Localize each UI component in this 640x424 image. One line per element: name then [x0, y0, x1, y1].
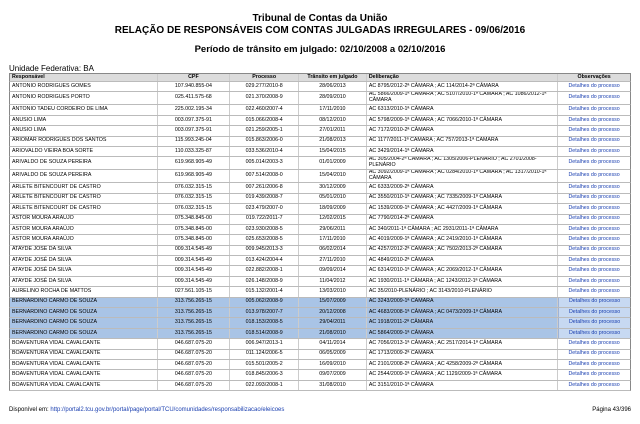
cell-processo: 011.124/2006-5: [230, 350, 299, 359]
cell-responsavel: BERNARDINO CARMO DE SOUZA: [10, 318, 158, 327]
details-link[interactable]: Detalhes do processo: [568, 225, 620, 232]
table-row: [9, 116, 631, 126]
details-link[interactable]: Detalhes do processo: [568, 381, 620, 388]
cell-cpf: 619.968.905-49: [158, 170, 231, 182]
details-link[interactable]: Detalhes do processo: [568, 172, 620, 179]
cell-processo: 023.930/2008-5: [230, 225, 299, 234]
cell-deliberacao: AC 5866/2009-1ª CÂMARA ; AC 5107/2010-1ª CÂMARA ; AC 1086/2012-1ª CÂMARA: [367, 92, 558, 104]
cell-responsavel: ANTONIO TADEU CORDEIRO DE LIMA: [10, 105, 158, 114]
cell-processo: 013.978/2007-7: [230, 308, 299, 317]
table-row: [9, 277, 631, 287]
cell-transito: 01/01/2009: [299, 157, 367, 169]
cell-deliberacao: AC 7056/2013-1ª CÂMARA ; AC 2517/2014-1ª CÂMARA: [367, 339, 558, 348]
cell-transito: 20/12/2008: [299, 308, 367, 317]
cell-cpf: 025.411.575-68: [158, 92, 231, 104]
table-row: [9, 350, 631, 360]
cell-cpf: 076.032.315-15: [158, 204, 231, 213]
cell-deliberacao: AC 1713/2009-2ª CÂMARA: [367, 350, 558, 359]
cell-cpf: 009.314.545-49: [158, 277, 231, 286]
table-row: [9, 194, 631, 204]
cell-deliberacao: AC 4683/2008-1ª CÂMARA ; AC 0473/2009-1ª CÂMARA: [367, 308, 558, 317]
column-header-responsavel: Responsável: [10, 74, 158, 81]
details-link[interactable]: Detalhes do processo: [568, 184, 620, 191]
details-link[interactable]: Detalhes do processo: [558, 298, 630, 307]
cell-deliberacao: AC 5864/2009-1ª CÂMARA: [367, 329, 558, 338]
column-header-observacoes: Observações: [577, 74, 611, 80]
cell-transito: 28/09/2010: [299, 92, 367, 104]
cell-transito: 31/08/2010: [299, 381, 367, 390]
cell-cpf: 003.097.375-91: [158, 126, 231, 135]
cell-cpf: 115.993.245-04: [158, 137, 231, 146]
cell-processo: 026.148/2008-9: [230, 277, 299, 286]
cell-transito: 27/01/2011: [299, 126, 367, 135]
cell-cpf: 075.348.845-00: [158, 225, 231, 234]
cell-responsavel: ANTONIO RODRIGUES PORTO: [10, 92, 158, 104]
table-row: [9, 126, 631, 136]
cell-processo: 018.845/2006-3: [230, 370, 299, 379]
cell-deliberacao: AC 5798/2009-1ª CÂMARA ; AC 7066/2010-1ª CÂMARA: [367, 116, 558, 125]
cell-cpf: 046.687.075-20: [158, 339, 231, 348]
details-link[interactable]: Detalhes do processo: [568, 94, 620, 101]
cell-cpf: 313.756.265-15: [158, 318, 231, 327]
cell-responsavel: ARIOVALDO VIEIRA BOA SORTE: [10, 147, 158, 156]
details-link[interactable]: Detalhes do processo: [568, 287, 620, 294]
cell-responsavel: ANUSIO LIMA: [10, 126, 158, 135]
details-link[interactable]: Detalhes do processo: [568, 215, 620, 222]
cell-deliberacao: AC 7172/2010-2ª CÂMARA: [367, 126, 558, 135]
cell-transito: 28/06/2013: [299, 82, 367, 91]
cell-deliberacao: AC 4019/2009-1ª CÂMARA ; AC 2419/2010-1ª CÂMARA: [367, 235, 558, 244]
cell-processo: 015.501/2005-2: [230, 360, 299, 369]
cell-responsavel: BOAVENTURA VIDAL CAVALCANTE: [10, 350, 158, 359]
cell-cpf: 075.348.845-00: [158, 235, 231, 244]
page-number: Página 43/396: [592, 407, 631, 413]
footer-prefix: Disponível em:: [9, 407, 49, 413]
cell-processo: 022.093/2008-1: [230, 381, 299, 390]
table-row: [9, 183, 631, 193]
cell-processo: 019.722/2011-7: [230, 215, 299, 224]
cell-processo: 018.153/2008-5: [230, 318, 299, 327]
cell-transito: 29/04/2011: [299, 318, 367, 327]
cell-cpf: 009.314.545-49: [158, 256, 231, 265]
cell-responsavel: ATAYDE JOSÉ DA SILVA: [10, 277, 158, 286]
details-link[interactable]: Detalhes do processo: [568, 194, 620, 201]
details-link[interactable]: Detalhes do processo: [558, 329, 630, 338]
cell-transito: 17/11/2010: [299, 235, 367, 244]
table-row: [9, 137, 631, 147]
table-row: [9, 204, 631, 214]
cell-cpf: 619.968.905-49: [158, 157, 231, 169]
details-link[interactable]: Detalhes do processo: [568, 147, 620, 154]
column-header-transito: Trânsito em julgado: [299, 74, 367, 81]
table-row: [9, 235, 631, 245]
cell-cpf: 107.940.855-04: [158, 82, 231, 91]
table-row: [9, 360, 631, 370]
cell-cpf: 003.097.375-91: [158, 116, 231, 125]
cell-processo: 007.261/2006-8: [230, 183, 299, 192]
table-header-row: [9, 73, 631, 82]
cell-deliberacao: AC 340/2011-1ª CÂMARA ; AC 2931/2011-1ª CÂMARA: [367, 225, 558, 234]
cell-cpf: 313.756.265-15: [158, 298, 231, 307]
cell-processo: 033.536/2010-4: [230, 147, 299, 156]
cell-cpf: 046.687.075-20: [158, 370, 231, 379]
cell-processo: 015.863/2006-0: [230, 137, 299, 146]
details-link[interactable]: Detalhes do processo: [568, 106, 620, 113]
table-row: [9, 82, 631, 92]
cell-transito: 15/04/2010: [299, 170, 367, 182]
table-row: [9, 105, 631, 115]
cell-cpf: 110.033.325-87: [158, 147, 231, 156]
cell-transito: 17/11/2010: [299, 105, 367, 114]
cell-processo: 021.370/2008-9: [230, 92, 299, 104]
cell-transito: 06/02/2014: [299, 246, 367, 255]
cell-responsavel: BERNARDINO CARMO DE SOUZA: [10, 308, 158, 317]
cell-deliberacao: AC 2101/2008-2ª CÂMARA ; AC 4258/2009-2ª CÂMARA: [367, 360, 558, 369]
table-row: [9, 256, 631, 266]
cell-responsavel: BOAVENTURA VIDAL CAVALCANTE: [10, 360, 158, 369]
cell-responsavel: AURELINO ROCHA DE MATTOS: [10, 287, 158, 296]
cell-deliberacao: AC 3092/2009-1ª CÂMARA ; AC 0284/2010-1ª CÂMARA ; AC 1317/2010-1ª CÂMARA: [367, 170, 558, 182]
cell-transito: 29/06/2011: [299, 225, 367, 234]
cell-deliberacao: AC 1177/2011-1ª CÂMARA ; AC 757/2013-1ª CÂMARA: [367, 137, 558, 146]
table-row: [9, 266, 631, 276]
cell-responsavel: BERNARDINO CARMO DE SOUZA: [10, 298, 158, 307]
details-link[interactable]: Detalhes do processo: [568, 137, 620, 144]
table-row: [9, 298, 631, 308]
cell-transito: 09/07/2009: [299, 370, 367, 379]
responsaveis-table: [9, 73, 631, 391]
cell-deliberacao: AC 4849/2010-2ª CÂMARA: [367, 256, 558, 265]
cell-deliberacao: AC 2544/2009-1ª CÂMARA ; AC 1129/2009-1ª CÂMARA: [367, 370, 558, 379]
column-header-deliberacao: Deliberação: [367, 74, 558, 81]
cell-processo: 015.066/2008-4: [230, 116, 299, 125]
cell-deliberacao: AC 8795/2012-2ª CÂMARA ; AC 114/2014-2ª CÂMARA: [367, 82, 558, 91]
details-link[interactable]: Detalhes do processo: [568, 246, 620, 253]
table-row: [9, 381, 631, 391]
cell-processo: 023.479/2007-0: [230, 204, 299, 213]
cell-deliberacao: AC 1918/2011-2ª CÂMARA: [367, 318, 558, 327]
cell-transito: 15/04/2015: [299, 147, 367, 156]
column-header-processo: Processo: [230, 74, 299, 81]
details-link[interactable]: Detalhes do processo: [568, 360, 620, 367]
cell-responsavel: ATAYDE JOSÉ DA SILVA: [10, 266, 158, 275]
cell-deliberacao: AC 35/2010-PLENÁRIO ; AC 3143/2010-PLENÁRIO: [367, 287, 558, 296]
cell-responsavel: ARIVALDO DE SOUZA PEREIRA: [10, 157, 158, 169]
cell-processo: 007.514/2008-0: [230, 170, 299, 182]
details-link[interactable]: Detalhes do processo: [568, 350, 620, 357]
cell-deliberacao: AC 3243/2009-1ª CÂMARA: [367, 298, 558, 307]
cell-responsavel: BOAVENTURA VIDAL CAVALCANTE: [10, 370, 158, 379]
cell-cpf: 046.687.075-20: [158, 350, 231, 359]
cell-responsavel: BOAVENTURA VIDAL CAVALCANTE: [10, 381, 158, 390]
cell-processo: 015.132/2001-4: [230, 287, 299, 296]
details-link[interactable]: Detalhes do processo: [568, 204, 620, 211]
details-link[interactable]: Detalhes do processo: [568, 236, 620, 243]
cell-processo: 025.653/2008-5: [230, 235, 299, 244]
cell-deliberacao: AC 4257/2012-2ª CÂMARA ; AC 7502/2013-2ª CÂMARA: [367, 246, 558, 255]
column-header-cpf: CPF: [158, 74, 231, 81]
cell-deliberacao: AC 3429/2014-1ª CÂMARA: [367, 147, 558, 156]
cell-deliberacao: AC 1930/2011-1ª CÂMARA ; AC 1243/2012-1ª CÂMARA: [367, 277, 558, 286]
cell-cpf: 076.032.315-15: [158, 183, 231, 192]
cell-transito: 09/09/2014: [299, 266, 367, 275]
cell-processo: 019.439/2008-7: [230, 194, 299, 203]
cell-responsavel: ARIOMAR RODRIGUES DOS SANTOS: [10, 137, 158, 146]
table-row: [9, 170, 631, 183]
cell-transito: 11/04/2012: [299, 277, 367, 286]
cell-processo: 029.277/2010-8: [230, 82, 299, 91]
cell-processo: 009.945/2013-3: [230, 246, 299, 255]
cell-responsavel: ANUSIO LIMA: [10, 116, 158, 125]
cell-deliberacao: AC 6313/2010-1ª CÂMARA: [367, 105, 558, 114]
footer-source: [9, 407, 284, 413]
cell-responsavel: ASTOR MOURA ARAÚJO: [10, 225, 158, 234]
cell-responsavel: ARLETE BITENCOURT DE CASTRO: [10, 204, 158, 213]
details-link[interactable]: Detalhes do processo: [568, 371, 620, 378]
cell-transito: 15/07/2009: [299, 298, 367, 307]
cell-transito: 04/11/2014: [299, 339, 367, 348]
cell-transito: 30/12/2009: [299, 183, 367, 192]
cell-cpf: 076.032.315-15: [158, 194, 231, 203]
cell-cpf: 046.687.075-20: [158, 360, 231, 369]
cell-deliberacao: AC 6314/2010-1ª CÂMARA ; AC 2069/2012-1ª CÂMARA: [367, 266, 558, 275]
table-row: [9, 246, 631, 256]
cell-transito: 18/09/2009: [299, 204, 367, 213]
cell-processo: 021.259/2005-1: [230, 126, 299, 135]
cell-transito: 12/02/2015: [299, 215, 367, 224]
details-link[interactable]: Detalhes do processo: [568, 126, 620, 133]
cell-processo: 005.062/2008-9: [230, 298, 299, 307]
cell-responsavel: ARLETE BITENCOURT DE CASTRO: [10, 194, 158, 203]
cell-transito: 08/12/2010: [299, 116, 367, 125]
cell-responsavel: BERNARDINO CARMO DE SOUZA: [10, 329, 158, 338]
report-period: Período de trânsito em julgado: 02/10/2008 a 02/10/2016: [194, 44, 446, 55]
cell-responsavel: ANTONIO RODRIGUES GOMES: [10, 82, 158, 91]
table-row: [9, 92, 631, 105]
cell-processo: 022.460/2007-4: [230, 105, 299, 114]
cell-processo: 013.424/2004-4: [230, 256, 299, 265]
table-body: [9, 82, 631, 391]
table-row: [9, 308, 631, 318]
table-row: [9, 318, 631, 328]
cell-transito: 13/03/2010: [299, 287, 367, 296]
details-link[interactable]: Detalhes do processo: [568, 116, 620, 123]
cell-deliberacao: AC 3151/2010-1ª CÂMARA: [367, 381, 558, 390]
table-row: [9, 287, 631, 297]
cell-transito: 16/09/2010: [299, 360, 367, 369]
cell-transito: 27/11/2010: [299, 256, 367, 265]
cell-processo: 005.014/2003-3: [230, 157, 299, 169]
details-link[interactable]: Detalhes do processo: [568, 277, 620, 284]
cell-cpf: 313.756.265-15: [158, 308, 231, 317]
cell-cpf: 046.687.075-20: [158, 381, 231, 390]
details-link[interactable]: Detalhes do processo: [568, 159, 620, 166]
cell-processo: 018.514/2008-9: [230, 329, 299, 338]
cell-transito: 06/05/2009: [299, 350, 367, 359]
cell-responsavel: ASTOR MOURA ARAÚJO: [10, 235, 158, 244]
details-link[interactable]: Detalhes do processo: [568, 256, 620, 263]
table-row: [9, 215, 631, 225]
cell-transito: 21/08/2013: [299, 137, 367, 146]
table-row: [9, 147, 631, 157]
federative-unit-label: Unidade Federativa: BA: [9, 64, 94, 73]
details-link[interactable]: Detalhes do processo: [568, 267, 620, 274]
table-row: [9, 329, 631, 339]
cell-responsavel: ATAYDE JOSÉ DA SILVA: [10, 256, 158, 265]
cell-deliberacao: AC 7790/2014-2ª CÂMARA: [367, 215, 558, 224]
cell-responsavel: ARLETE BITENCOURT DE CASTRO: [10, 183, 158, 192]
cell-cpf: 027.561.105-15: [158, 287, 231, 296]
cell-deliberacao: AC 305/2004-2ª CÂMARA ; AC 1305/2006-PLENÁRIO ; AC 2701/2008-PLENÁRIO: [367, 157, 558, 169]
table-row: [9, 225, 631, 235]
footer-url-link[interactable]: http://portal2.tcu.gov.br/portal/page/portal/TCU/comunidades/responsabilizacao/eleicoes: [50, 407, 285, 413]
report-title: RELAÇÃO DE RESPONSÁVEIS COM CONTAS JULGADAS IRREGULARES - 09/06/2016: [114, 25, 526, 36]
cell-cpf: 009.314.545-49: [158, 246, 231, 255]
details-link[interactable]: Detalhes do processo: [558, 308, 630, 317]
cell-cpf: 313.756.265-15: [158, 329, 231, 338]
details-link[interactable]: Detalhes do processo: [558, 318, 630, 327]
report-institution-title: Tribunal de Contas da União: [252, 13, 388, 24]
cell-cpf: 009.314.545-49: [158, 266, 231, 275]
cell-responsavel: ATAYDE JOSÉ DA SILVA: [10, 246, 158, 255]
cell-deliberacao: AC 6333/2009-2ª CÂMARA: [367, 183, 558, 192]
cell-deliberacao: AC 3550/2010-1ª CÂMARA ; AC 7335/2009-1ª CÂMARA: [367, 194, 558, 203]
cell-deliberacao: AC 1539/2009-1ª CÂMARA ; AC 4427/2009-1ª CÂMARA: [367, 204, 558, 213]
cell-responsavel: BOAVENTURA VIDAL CAVALCANTE: [10, 339, 158, 348]
details-link[interactable]: Detalhes do processo: [568, 82, 620, 89]
cell-cpf: 225.002.195-34: [158, 105, 231, 114]
cell-cpf: 075.348.845-00: [158, 215, 231, 224]
details-link[interactable]: Detalhes do processo: [568, 339, 620, 346]
cell-transito: 05/01/2010: [299, 194, 367, 203]
cell-processo: 022.882/2008-1: [230, 266, 299, 275]
cell-responsavel: ASTOR MOURA ARAÚJO: [10, 215, 158, 224]
cell-transito: 21/08/2010: [299, 329, 367, 338]
cell-processo: 006.947/2013-1: [230, 339, 299, 348]
table-row: [9, 339, 631, 349]
cell-responsavel: ARIVALDO DE SOUZA PEREIRA: [10, 170, 158, 182]
table-row: [9, 370, 631, 380]
table-row: [9, 157, 631, 170]
